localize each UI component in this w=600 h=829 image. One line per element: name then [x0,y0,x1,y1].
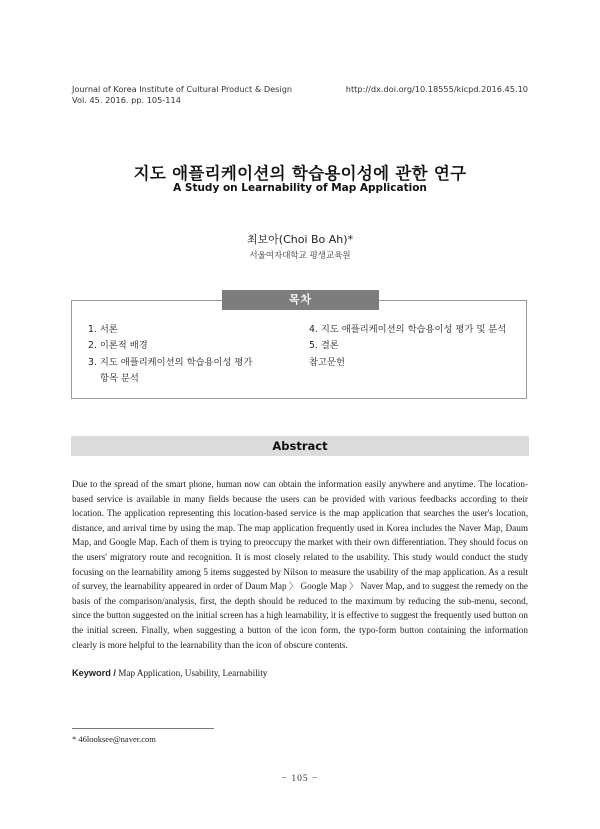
footnote-divider [72,728,214,729]
toc-item: 1. 서론 [88,324,118,335]
journal-info [72,84,292,106]
keyword-label: Keyword / [72,668,116,678]
keyword-values: Map Application, Usability, Learnability [115,668,268,678]
author-name: 최보아(Choi Bo Ah)* [246,233,354,246]
toc-item: 2. 이론적 배경 [88,340,148,352]
keywords [72,668,267,678]
journal-volume: Vol. 45. 2016. pp. 105-114 [72,95,181,105]
footnote-email: * 46looksee@naver.com [72,734,156,744]
journal-name: Journal of Korea Institute of Cultural Product & Design [72,84,293,94]
toc-item: 3. 지도 애플리케이션의 학습용이성 평가 [88,356,253,368]
toc-item-continuation: 항목 분석 [100,372,139,384]
toc-item: 4. 지도 애플리케이션의 학습용이성 평가 및 분석 [309,324,507,335]
toc-right-column [309,322,524,371]
toc-item: 5. 결론 [309,340,339,352]
page-number: − 105 − [281,774,319,784]
author-affiliation: 서울여자대학교 평생교육원 [249,251,351,261]
toc-heading: 목차 [222,290,379,310]
toc-item: 참고문헌 [309,356,345,368]
abstract-body: Due to the spread of the smart phone, human now can obtain the information easily anywhere and anytime. The location-based service is available in many fields because the users can be provided with various feedbacks according to their location. The application representing this location-based service is the map application that searches the user's location, distance, and arrival time by using the map. The map application frequently used in Korea includes the Naver Map, Daum Map, and Google Map. Each of them is trying to preoccupy the market with their own differentiation. They should focus on the users' migratory route and recognition. It is most closely related to the usability. This study would conduct the study focusing on the learnability among 5 items suggested by Nilson to measure the usability of the map application. As a result of survey, the learnability appeared in order of Daum Map 〉 Google Map 〉 Naver Map, and to suggest the remedy on the basis of the comparison/analysis, first, the depth should be reduced to the maximum by reducing the sub-menu, second, since the button suggested on the initial screen has a high learnability, it is effective to suggest the frequently used button on the initial screen. Finally, when suggesting a button of the icon form, the typo-form button containing the information clearly is more helpful to the learnability than the icon of obscure contents. [72,479,528,650]
paper-title-english: A Study on Learnability of Map Application [173,182,427,194]
doi-link[interactable]: http://dx.doi.org/10.18555/kicpd.2016.45.10 [345,84,528,94]
toc-left-column [88,322,288,387]
abstract-heading: Abstract [71,436,529,456]
paper-title-korean: 지도 애플리케이션의 학습용이성에 관한 연구 [133,164,467,183]
